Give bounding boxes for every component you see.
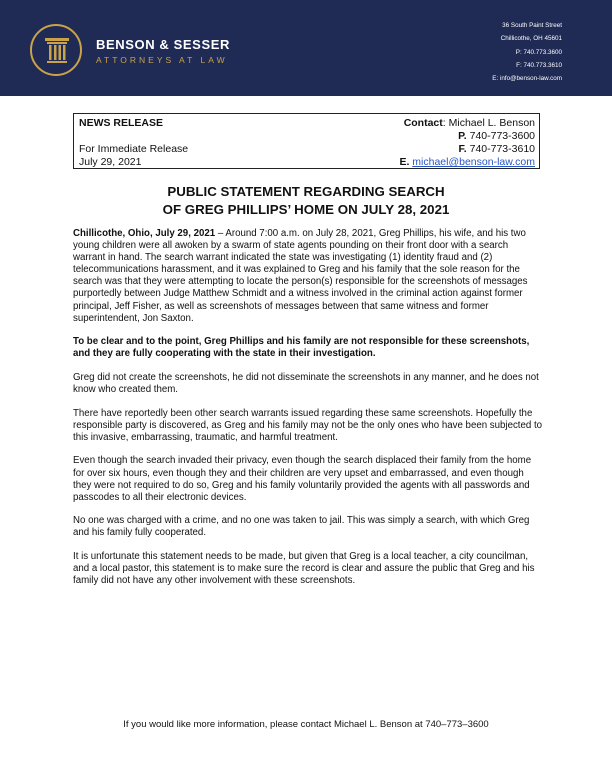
contact-fax-line	[399, 143, 535, 156]
statement-body	[73, 228, 543, 599]
letterhead-banner	[0, 0, 612, 96]
headline-line1: PUBLIC STATEMENT REGARDING SEARCH	[167, 184, 445, 199]
paragraph-1-text: – Around 7:00 a.m. on July 28, 2021, Greg Phillips, his wife, and his two young children were all awoken by a swarm of state agents pounding on their front door with a search warrant in hand. The search warrant indicated the state was investigating (1) identity fraud and (2) telecommunications harassment, and it was explained to Greg and his family that the sole reason for the search was that they were attempting to locate the person(s) responsible for the screenshots of messages purportedly between Judge Matthew Schmidt and a witness involved in the criminal action against former principal, Jeff Fisher, as well as screenshots of messages between that same witness and former superintendent, Jon Saxton.	[73, 228, 528, 324]
release-type: For Immediate Release	[79, 143, 189, 155]
statement-headline	[0, 183, 612, 219]
contact-name: : Michael L. Benson	[442, 117, 535, 129]
contact-fax: 740-773-3610	[466, 143, 535, 155]
paragraph-6: No one was charged with a crime, and no one was taken to jail. This was simply a search, with which Greg and his family fully cooperated.	[73, 515, 530, 539]
contact-phone-label: P.	[458, 130, 467, 142]
firm-contact-block	[492, 19, 562, 85]
contact-email-line	[399, 156, 535, 169]
firm-fax: F: 740.773.3610	[516, 61, 562, 69]
contact-line	[399, 117, 535, 130]
paragraph-2: To be clear and to the point, Greg Phillips and his family are not responsible for these screenshots, and they are fully cooperating with the state in their investigation.	[73, 336, 530, 360]
release-info	[79, 117, 188, 169]
paragraph-4: There have reportedly been other search warrants issued regarding these same screenshots. Hopefully the responsible party is discovered, as Greg and his family may not be the only ones who have been subjected to this invasive, embarrassing, traumatic, and harmful treatment.	[73, 407, 543, 443]
contact-label: Contact	[403, 117, 443, 129]
firm-address-line1: 36 South Paint Street	[502, 22, 562, 29]
firm-logo	[30, 24, 82, 76]
contact-email-link[interactable]: michael@benson-law.com	[412, 156, 535, 168]
contact-phone: 740-773-3600	[466, 130, 535, 142]
paragraph-3: Greg did not create the screenshots, he did not disseminate the screenshots in any manner, and he does not know who created them.	[73, 371, 539, 396]
firm-email: E: info@benson-law.com	[492, 75, 562, 83]
firm-phone: P: 740.773.3600	[515, 48, 562, 56]
contact-info	[399, 117, 535, 169]
column-pillar-icon	[44, 37, 70, 65]
paragraph-1	[73, 228, 543, 325]
footer-contact-note: If you would like more information, please contact Michael L. Benson at 740–773–3600	[123, 719, 489, 730]
contact-phone-line	[399, 130, 535, 143]
headline-line2: OF GREG PHILLIPS’ HOME ON JULY 28, 2021	[162, 202, 450, 217]
release-heading: NEWS RELEASE	[79, 117, 164, 129]
firm-name: BENSON & SESSER	[96, 37, 230, 52]
release-date: July 29, 2021	[79, 156, 142, 168]
contact-email-label: E.	[399, 156, 410, 168]
dateline: Chillicothe, Ohio, July 29, 2021	[73, 228, 216, 239]
paragraph-7: It is unfortunate this statement needs to be made, but given that Greg is a local teacher, a city councilman, and a local pastor, this statement is to make sure the record is clear and assure the public that Greg and his family did not have any other involvement with these screenshots.	[73, 550, 535, 587]
news-release-box	[73, 113, 540, 169]
paragraph-5: Even though the search invaded their privacy, even though the search displaced their family from the home for over six hours, even though they and their children are very upset and embarrassed, and even though they were not required to do so, Greg and his family voluntarily provided the agents with all passwords and passcodes to all their electronic devices.	[73, 455, 532, 503]
firm-tagline: ATTORNEYS AT LAW	[96, 55, 228, 65]
firm-address-line2: Chillicothe, OH 45601	[500, 35, 562, 43]
contact-fax-label: F.	[458, 143, 467, 155]
